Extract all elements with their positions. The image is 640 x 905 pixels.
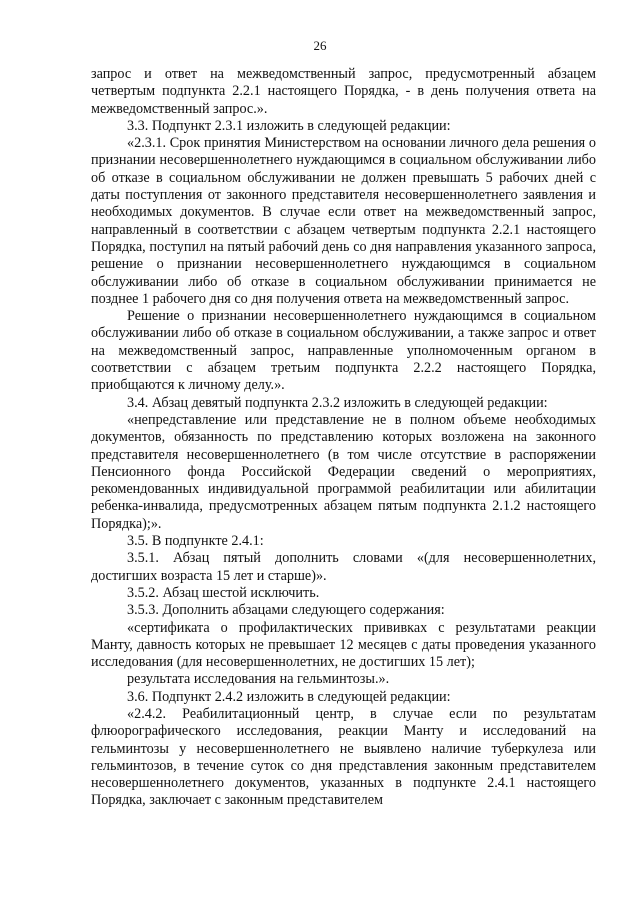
page-number: 26 [313,38,327,53]
paragraph-3: «2.3.1. Срок принятия Министерством на основании личного дела решения о признании несовершеннолетнего нуждающимся в социальном обслуживании либо об отказе в социальном обслуживании не должен превышать 5 рабочих дней с даты поступления от законного представителя несовершеннолетнего заявления и необходимых документов. В случае если ответ на межведомственный запрос, направленный в соответствии с абзацем четвертым подпункта 2.2.1 настоящего Порядка, поступил на пятый рабочий день со дня направления указанного запроса, решение о признании несовершеннолетнего нуждающимся в социальном обслуживании либо об отказе в социальном обслуживании принимается не позднее 1 рабочего дня со дня получения ответа на межведомственный запрос. [91,135,596,307]
document-body [91,66,596,810]
paragraph-8: 3.5.1. Абзац пятый дополнить словами «(для несовершеннолетних, достигших возраста 15 лет и старше)». [91,550,596,584]
paragraph-6: «непредставление или представление не в полном объеме необходимых документов, обязанность по представлению которых возложена на законного представителя несовершеннолетнего (в том числе отсутствие в распоряжении Пенсионного фонда Российской Федерации сведений о мероприятиях, рекомендованных индивидуальной программой реабилитации или абилитации ребенка-инвалида, предусмотренных абзацем пятым подпункта 2.1.2 настоящего Порядка);». [91,411,596,532]
paragraph-4: Решение о признании несовершеннолетнего нуждающимся в социальном обслуживании либо об отказе в социальном обслуживании, а также запрос и ответ на межведомственный запрос, направленные уполномоченным органом в соответствии с абзацем третьим подпункта 2.2.2 настоящего Порядка, приобщаются к личному делу.». [91,308,596,394]
paragraph-11: «сертификата о профилактических прививках с результатами реакции Манту, давность которых не превышает 12 месяцев с даты проведения указанного исследования (для несовершеннолетних, не достигших 15 лет); [91,619,596,671]
paragraph-13: 3.6. Подпункт 2.4.2 изложить в следующей редакции: [127,688,451,705]
paragraph-14: «2.4.2. Реабилитационный центр, в случае если по результатам флюорографического исследования, реакции Манту и исследований на гельминтозы у несовершеннолетнего не выявлено наличие туберкулеза или гельминтозов, в течение суток со дня представления законным представителем несовершеннолетнего документов, указанных в подпункте 2.4.1 настоящего Порядка, заключает с законным представителем [91,705,596,809]
paragraph-7: 3.5. В подпункте 2.4.1: [127,533,264,550]
paragraph-2: 3.3. Подпункт 2.3.1 изложить в следующей редакции: [127,117,451,134]
paragraph-5: 3.4. Абзац девятый подпункта 2.3.2 изложить в следующей редакции: [127,394,548,411]
paragraph-1: запрос и ответ на межведомственный запрос, предусмотренный абзацем четвертым подпункта 2.2.1 настоящего Порядка, - в день получения ответа на межведомственный запрос.». [91,66,596,117]
paragraph-12: результата исследования на гельминтозы.». [127,671,390,688]
paragraph-10: 3.5.3. Дополнить абзацами следующего содержания: [127,602,445,619]
paragraph-9: 3.5.2. Абзац шестой исключить. [127,584,320,601]
